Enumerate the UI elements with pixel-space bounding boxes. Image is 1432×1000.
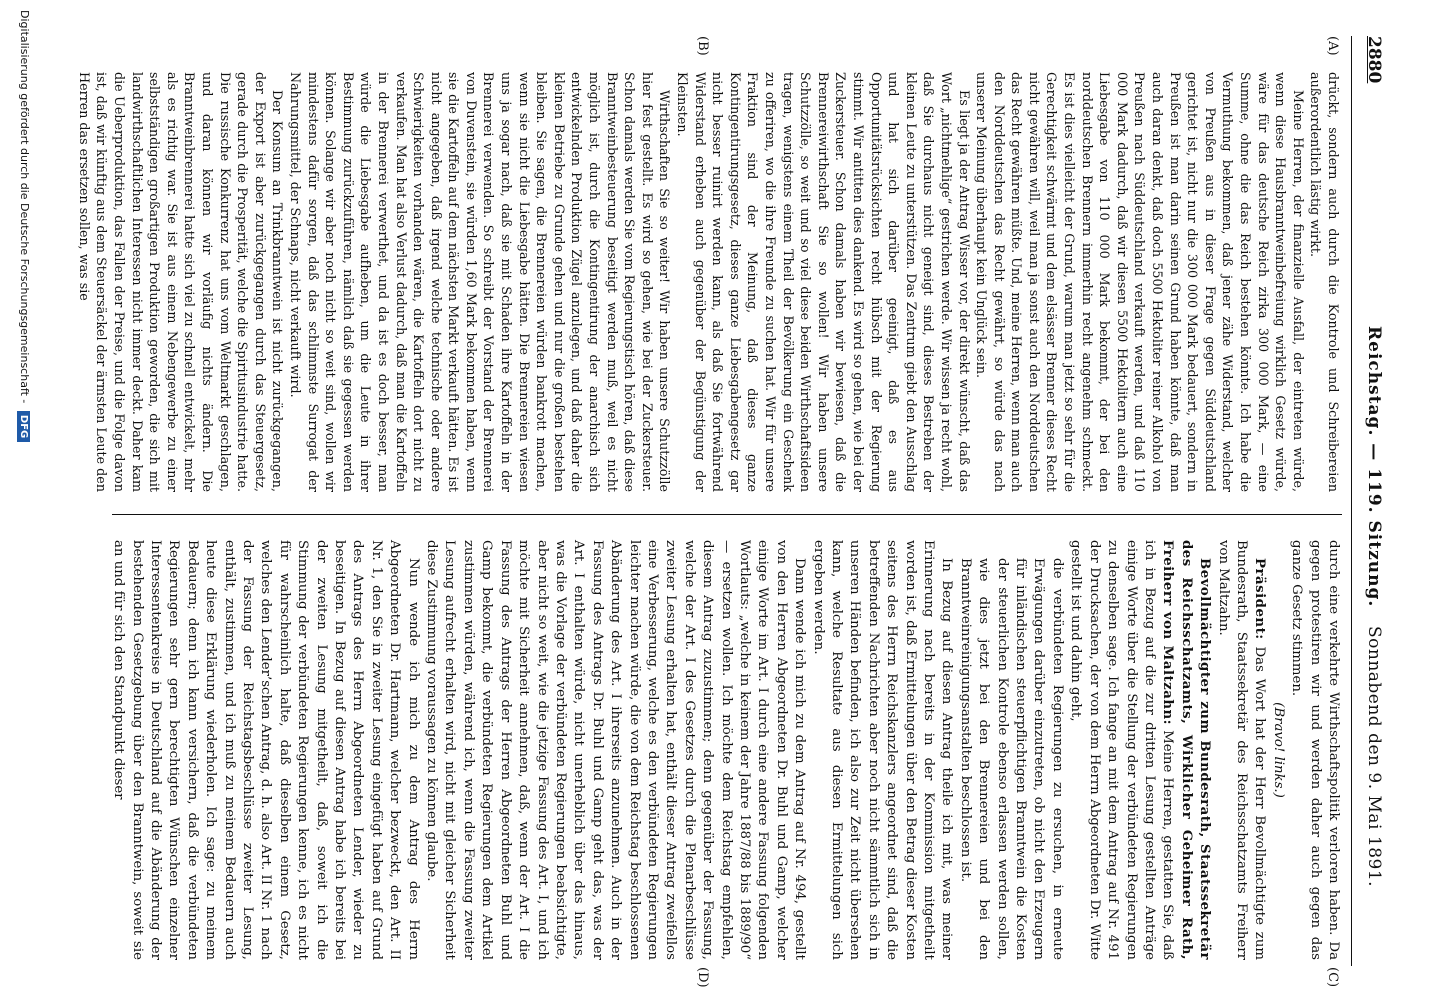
column-divider [112,514,1342,515]
speaker-label: Präsident: [1252,558,1268,640]
speech-text: Meine Herren, gestatten Sie, daß ich in Bezug auf die zur dritten Lesung gestellten Anträge einige Worte über die Stellung der verbündeten Regierungen zu denselben sage. Ich fange an mit dem Antrag auf Nr. 491 der Drucksachen, der von dem Herrn Abgeordneten Dr. Witte gestellt ist und dahin geht, [1068,540,1176,960]
right-column [109,540,1342,960]
paragraph [1213,540,1268,960]
applause-note: (Bravo! links.) [1270,702,1286,798]
paragraph: In Bezug auf diesen Antrag theile ich mit, was meiner Erinnerung nach bereits in der Kommission mitgetheilt worden ist, daß Ermittelungen über den Betrag dieser Kosten seitens des Herrn Reichskanzlers angeordnet sind, daß die betreffenden Nachrichten aber noch nicht sämmtlich sich in unseren Händen befinden, ich also zur Zeit nicht übersehen kann, welche Resultate aus diesen Ermittelungen sich ergeben werden. [810,540,955,960]
speech-text: Das Wort hat der Herr Bevollmächtigte zum Bundesrath, Staatssekretär des Reichsschatzamts Freiherr von Maltzahn. [1215,540,1268,960]
dfg-logo: DFG [17,411,30,442]
quoted-motion: die verbündeten Regierungen zu ersuchen, in erneute Erwägungen darüber einzutreten, ob nicht den Erzeugern für inländischen steuerpflichtigen Branntwein die Kosten der steuerlichen Kontrole ebenso erlassen werden sollen, wie dies jetzt bei den Brennereien und bei den Branntweinreinigungsanstalten beschlossen ist. [957,558,1065,960]
paragraph: Meine Herren, der finanzielle Ausfall, der eintreten würde, wenn diese Hausbranntweinbefreiung wirklich Gesetz würde, wäre für das deutsche Reich zirka 300 000 Mark, — eine Summe, ohne die das Reich bestehen könnte. Ich habe die Vermuthung bekommen, daß jener zähe Widerstand, welcher von Preußen aus in dieser Frage gegen Süddeutschland gerichtet ist, nicht nur die 300 000 Mark bedauert, sondern in Preußen ist man darin seinen Grund haben könnte, daß man auch daran denkt, daß doch 5500 Hektoliter reiner Alkohol von Preußen nach Süddeutschland verkauft werden, und daß 110 000 Mark dadurch, daß wir diesen 5500 Hektolitern auch eine Liebesgabe von 110 000 Mark bekommt, der bei den norddeutschen Brennern immerhin recht angenehm schmeckt. Es ist dies vielleicht der Grund, warum man jetzt so sehr für die Gerechtigkeit schwärmt und dem elsässer Brenner dieses Recht nicht gewähren will, weil man ja sonst auch den Norddeutschen das Recht gewähren müßte. Und, meine Herren, wenn man auch den Norddeutschen das Recht gewährt, so würde das nach unserer Meinung überhaupt kein Unglück sein. [974,72,1306,492]
speaker-label: Bevollmächtigter zum Bundesrath, Staatssekretär des Reichsschatzamts, Wirklicher Geheimer Rath, Freiherr von Maltzahn: [1160,540,1213,960]
paragraph: Dann wende ich mich zu dem Antrag auf Nr. 494, gestellt von den Herren Abgeordneten Dr. Buhl und Gamp, welcher einige Worte im Art. I durch eine andere Fassung folgenden Wortlauts: „welche in keinem der Jahre 1887/88 bis 1889/90“ — ersetzen wollen. Ich möchte dem Reichstag empfehlen, diesem Antrag zuzustimmen; denn gegenüber der Fassung, welche der Art. I des Gesetzes durch die Plenarbeschlüsse zweiter Lesung erhalten hat, enthält dieser Antrag zweifellos eine Verbesserung, welche es den verbündeten Regierungen leichter machen würde, die von dem Reichstag beschlossenen Abänderung des Art. I ihrerseits anzunehmen. Auch in der Fassung des Antrags Dr. Buhl und Gamp geht das, was der Art. I enthalten würde, nicht unerheblich über das hinaus, was die Vorlage der verbündeten Regierungen beabsichtigte, aber nicht so weit, wie die jetzige Fassung des Art. I, und ich möchte mit Sicherheit annehmen, daß, wenn der Art. I die Fassung des Antrags der Herren Abgeordneten Buhl und Gamp bekommt, die verbündeten Regierungen dem Artikel zustimmen würden, während ich, wenn die Fassung zweiter Lesung aufrecht erhalten wird, nicht mit gleicher Sicherheit diese Zustimmung voraussagen zu können glaube. [424,540,808,960]
page-number: 2880 [1364,36,1384,84]
margin-marker-b: (B) [695,36,710,56]
session-date: Sonnabend den 9. Mai 1891. [1364,626,1384,888]
paragraph: Nun wende ich mich zu dem Antrag des Herrn Abgeordneten Dr. Hartmann, welcher bezweckt, den Art. II Nr. 1, den Sie in zweiter Lesung eingefügt haben auf Grund des Antrags des Herrn Abgeordneten Lender, wieder zu beseitigen. In Bezug auf diesen Antrag habe ich bereits bei der zweiten Lesung mitgetheilt, daß, soweit ich die Stimmung der verbündeten Regierungen kenne, ich es nicht für wahrscheinlich halte, daß dieselben einem Gesetz, welches den Lender’schen Antrag, d. h. also Art. II Nr. 1 nach der Fassung der Reichstagsbeschlüsse zweiter Lesung, enthält, zustimmen, und ich muß zu meinem Bedauern auch heute diese Erklärung wiederholen. Ich sage: zu meinem Bedauern; denn ich kann versichern, daß die verbündeten Regierungen sehr gern berechtigten Wünschen einzelner Interessentenkreise in Deutschland auf die Abänderung der bestehenden Gesetzgebung über den Branntwein, soweit sie an und für sich den Standpunkt dieser [111,540,421,960]
funding-note: Digitalisierung gefördert durch die Deutsche Forschungsgemeinschaft - [18,10,31,404]
session-title: Reichstag. — 119. Sitzung. [1364,326,1384,608]
margin-marker-a: (A) [1325,36,1340,56]
paragraph: durch eine verkehrte Wirthschaftspolitik verloren haben. Da gegen protestiren wir und werden daher auch gegen das ganze Gesetz stimmen. [1289,540,1341,960]
paragraph: Der Konsum an Trinkbranntwein ist nicht zurückgegangen, der Export ist aber zurückgegangen durch das Steuergesetz, gerade durch die Prosperität, welche die Spiritusindustrie hatte. Die russische Konkurrenz hat uns vom Weltmarkt geschlagen, und daran können wir vorläufig nichts ändern. Die Branntweinbrennerei hatte sich viel zu schnell entwickelt, mehr als es richtig war. Sie ist aus einem Nebengewerbe zu einer selbstständigen großartigen Produktion geworden, die sich mit landwirthschaftlichen Interessen nicht immer deckt. Daher kam die Ueberproduktion, das Fallen der Preise, und die Folge davon ist, daß wir künftig aus dem Steuersäckel der ärmsten Leute den Herren das ersetzen sollen, was sie [76,72,286,492]
left-column [75,72,1342,492]
margin-marker-c: (C) [1325,967,1340,988]
paragraph: drückt, sondern auch durch die Kontrole und Schreibereien außerordentlich lästig wirkt. [1308,72,1341,492]
paragraph [1066,540,1213,960]
paragraph: Wirthschaften Sie so weiter! Wir haben unsere Schutzzölle hier fest gestellt. Es wird so gehen, wie bei der Zuckersteuer. Schon damals werden Sie vom Regierungstisch hören, daß diese Branntweinbesteuerung beseitigt werden muß, weil es nicht möglich ist, durch die Kontingentirung der anarchisch sich entwickelnden Produktion Zügel anzulegen, und daß daher die kleinen Betriebe zu Grunde gehen und nur die großen bestehen bleiben. Sie sagen, die Brennereien würden bankrott machen, wenn sie nicht die Liebesgabe hätten. Die Brennereien wiesen uns ja sogar nach, daß sie mit Schaden ihre Kartoffeln in der Brennerei verwenden. So schreibt der Vorstand der Brennerei von Duvenstein, sie würden 1,60 Mark bekommen haben, wenn sie die Kartoffeln auf dem nächsten Markt verkauft hätten. Es ist nicht angegeben, daß irgend welche technische oder andere Schwierigkeiten vorhanden wären, die Kartoffeln dort nicht zu verkaufen. Man hat also Verlust dadurch, daß man die Kartoffeln in der Brennerei verwerthet, und da ist es doch besser, man würde die Liebesgabe aufheben, um die Leute in ihrer Bestimmung zurückzuführen, nämlich daß sie gegessen werden können. Solange wir aber noch nicht so weit sind, wollen wir mindestens dafür sorgen, daß das schlimmste Surrogat der Nahrungsmittel, der Schnaps, nicht verkauft wird. [287,72,673,492]
paragraph: Es liegt ja der Antrag Wisser vor, der direkt wünscht, daß das Wort „nichtmehlige“ gestrichen werde. Wir wissen ja recht wohl, daß Sie durchaus nicht geneigt sind, dieses Bestreben der kleinen Leute zu unterstützen. Das Zentrum giebt den Ausschlag und hat sich darüber geeinigt, daß es aus Opportunitätsrücksichten recht hübsch mit der Regierung stimmt. Wir antitten dies dankend. Es wird so gehen, wie bei der Zuckersteuer. Schon damals haben wir bewiesen, daß die Brennereiwirthschaft Sie so wollen! Wir haben unsere Schutzzölle, so weit und so viel diese beiden Wirthschaftsideen tragen, wenigstens einem Theil der Bevölkerung ein Geschenk zu offeriren, wo die ihre Freunde zu suchen hat. Wir für unsere Fraktion sind der Meinung, daß dieses ganze Kontingentirungsgesetz, dieses ganze Liebesgabengesetz gar nicht besser ruinirt werden kann, als daß Sie fortwährend Widerstand erheben auch gegenüber der Begünstigung der Kleinsten. [675,72,972,492]
margin-marker-d: (D) [695,967,710,988]
page-header [1356,36,1384,966]
header-rule [1351,36,1352,966]
digitization-footer [17,10,31,990]
